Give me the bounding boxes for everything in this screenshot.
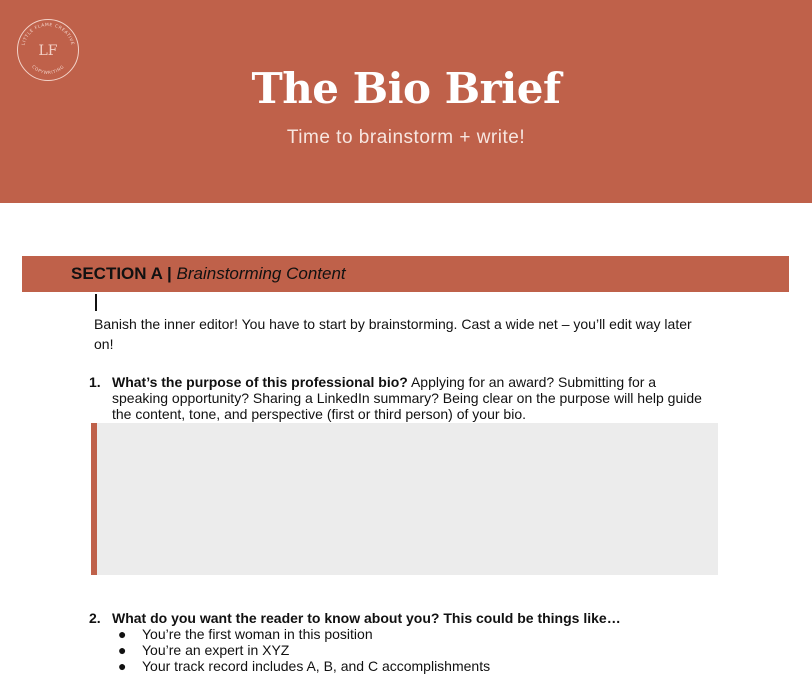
question-2-number: 2. bbox=[89, 610, 101, 626]
question-2-bullet-list bbox=[118, 626, 718, 674]
section-name: Brainstorming Content bbox=[176, 264, 346, 283]
section-heading bbox=[71, 264, 346, 284]
text-cursor bbox=[95, 294, 97, 311]
answer-box-accent bbox=[91, 423, 97, 575]
section-label: SECTION A | bbox=[71, 264, 172, 283]
bullet-icon: ● bbox=[118, 626, 127, 642]
header-banner bbox=[0, 0, 812, 203]
question-1-description: Applying for an award? Submitting for a speaking opportunity? Sharing a LinkedIn summary? Being clear on the purpose will help guide the content, tone, and perspective (first or third person) of your bio. bbox=[112, 374, 702, 422]
question-1-text[interactable] bbox=[112, 374, 712, 422]
svg-text:COPYWRITING: COPYWRITING bbox=[31, 63, 65, 76]
question-1-heading: What’s the purpose of this professional bio? bbox=[112, 374, 408, 390]
list-item[interactable]: ● You’re the first woman in this position bbox=[118, 626, 373, 642]
list-item[interactable]: ● You’re an expert in XYZ bbox=[118, 642, 290, 658]
intro-paragraph[interactable]: Banish the inner editor! You have to start by brainstorming. Cast a wide net – you’ll edit way later on! bbox=[94, 316, 692, 352]
document-title: The Bio Brief bbox=[251, 64, 561, 113]
question-2-heading: What do you want the reader to know about you? This could be things like… bbox=[112, 610, 621, 626]
answer-box-question-1[interactable] bbox=[91, 423, 718, 575]
svg-text:LITTLE FLAME CREATIVE: LITTLE FLAME CREATIVE bbox=[21, 22, 75, 46]
document-subtitle: Time to brainstorm + write! bbox=[286, 127, 526, 148]
bullet-icon: ● bbox=[118, 642, 127, 658]
svg-text:LF: LF bbox=[38, 43, 58, 59]
question-1-number: 1. bbox=[89, 374, 101, 390]
question-2-text[interactable] bbox=[112, 610, 712, 626]
list-item[interactable]: ● Your track record includes A, B, and C accomplishments bbox=[118, 658, 491, 674]
bullet-icon: ● bbox=[118, 658, 127, 674]
